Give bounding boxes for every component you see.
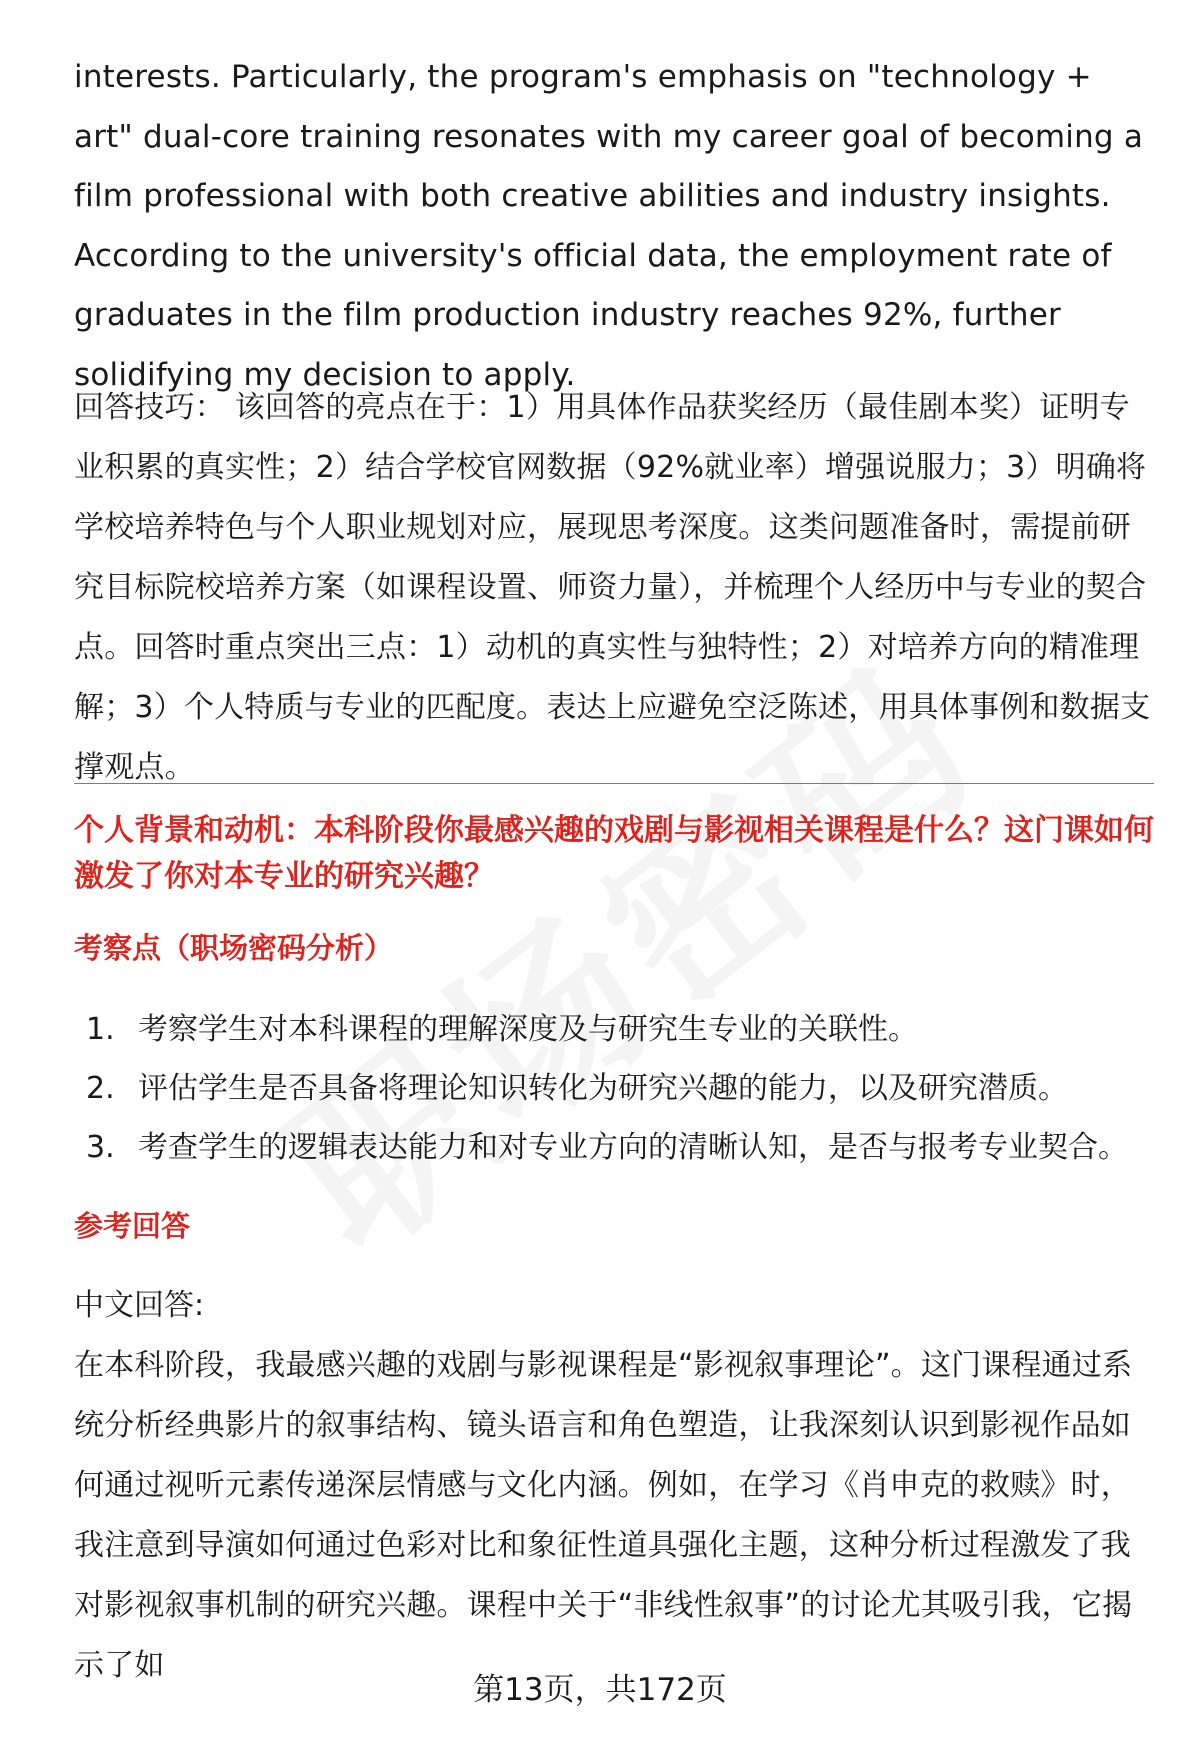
list-item-text: 评估学生是否具备将理论知识转化为研究兴趣的能力，以及研究潜质。 <box>138 1071 1068 1106</box>
english-answer-paragraph: interests. Particularly, the program's emphasis on "technology + art" dual-core training resonates with my career goal of becoming a film professional with both creative abilities and industry insights. According to the university's official data, the employment rate of graduates in the film production industry reaches 92%, further solidifying my decision to apply. <box>74 59 1144 393</box>
list-item-text: 考察学生对本科课程的理解深度及与研究生专业的关联性。 <box>138 1012 918 1047</box>
list-item-text: 考查学生的逻辑表达能力和对专业方向的清晰认知，是否与报考专业契合。 <box>138 1130 1128 1165</box>
reference-answer-title: 参考回答 <box>74 1209 191 1243</box>
answer-tips-paragraph: 回答技巧： 该回答的亮点在于：1）用具体作品获奖经历（最佳剧本奖）证明专业积累的真实性；2）结合学校官网数据（92%就业率）增强说服力；3）明确将学校培养特色与个人职业规划对应，展现思考深度。这类问题准备时，需提前研究目标院校培养方案（如课程设置、师资力量），并梳理个人经历中与专业的契合点。回答时重点突出三点：1）动机的真实性与独特性；2）对培养方向的精准理解；3）个人特质与专业的匹配度。表达上应避免空泛陈述，用具体事例和数据支撑观点。 <box>74 390 1151 785</box>
list-item-number: 3. <box>86 1130 115 1165</box>
list-item <box>74 1059 1154 1118</box>
chinese-answer-label: 中文回答: <box>74 1288 205 1323</box>
list-item-number: 1. <box>86 1012 115 1047</box>
focus-points-title: 考察点（职场密码分析） <box>74 931 394 965</box>
focus-points-list <box>74 1000 1154 1177</box>
section-divider <box>74 783 1154 784</box>
question-title: 个人背景和动机：本科阶段你最感兴趣的戏剧与影视相关课程是什么？这门课如何激发了你对本专业的研究兴趣？ <box>74 813 1154 894</box>
chinese-answer-paragraph: 在本科阶段，我最感兴趣的戏剧与影视课程是“影视叙事理论”。这门课程通过系统分析经典影片的叙事结构、镜头语言和角色塑造，让我深刻认识到影视作品如何通过视听元素传递深层情感与文化内涵。例如，在学习《肖申克的救赎》时，我注意到导演如何通过色彩对比和象征性道具强化主题，这种分析过程激发了我对影视叙事机制的研究兴趣。课程中关于“非线性叙事”的讨论尤其吸引我，它揭示了如 <box>74 1348 1133 1683</box>
page-footer: 第13页，共172页 <box>473 1672 727 1708</box>
list-item <box>74 1000 1154 1059</box>
list-item-number: 2. <box>86 1071 115 1106</box>
list-item <box>74 1118 1154 1177</box>
